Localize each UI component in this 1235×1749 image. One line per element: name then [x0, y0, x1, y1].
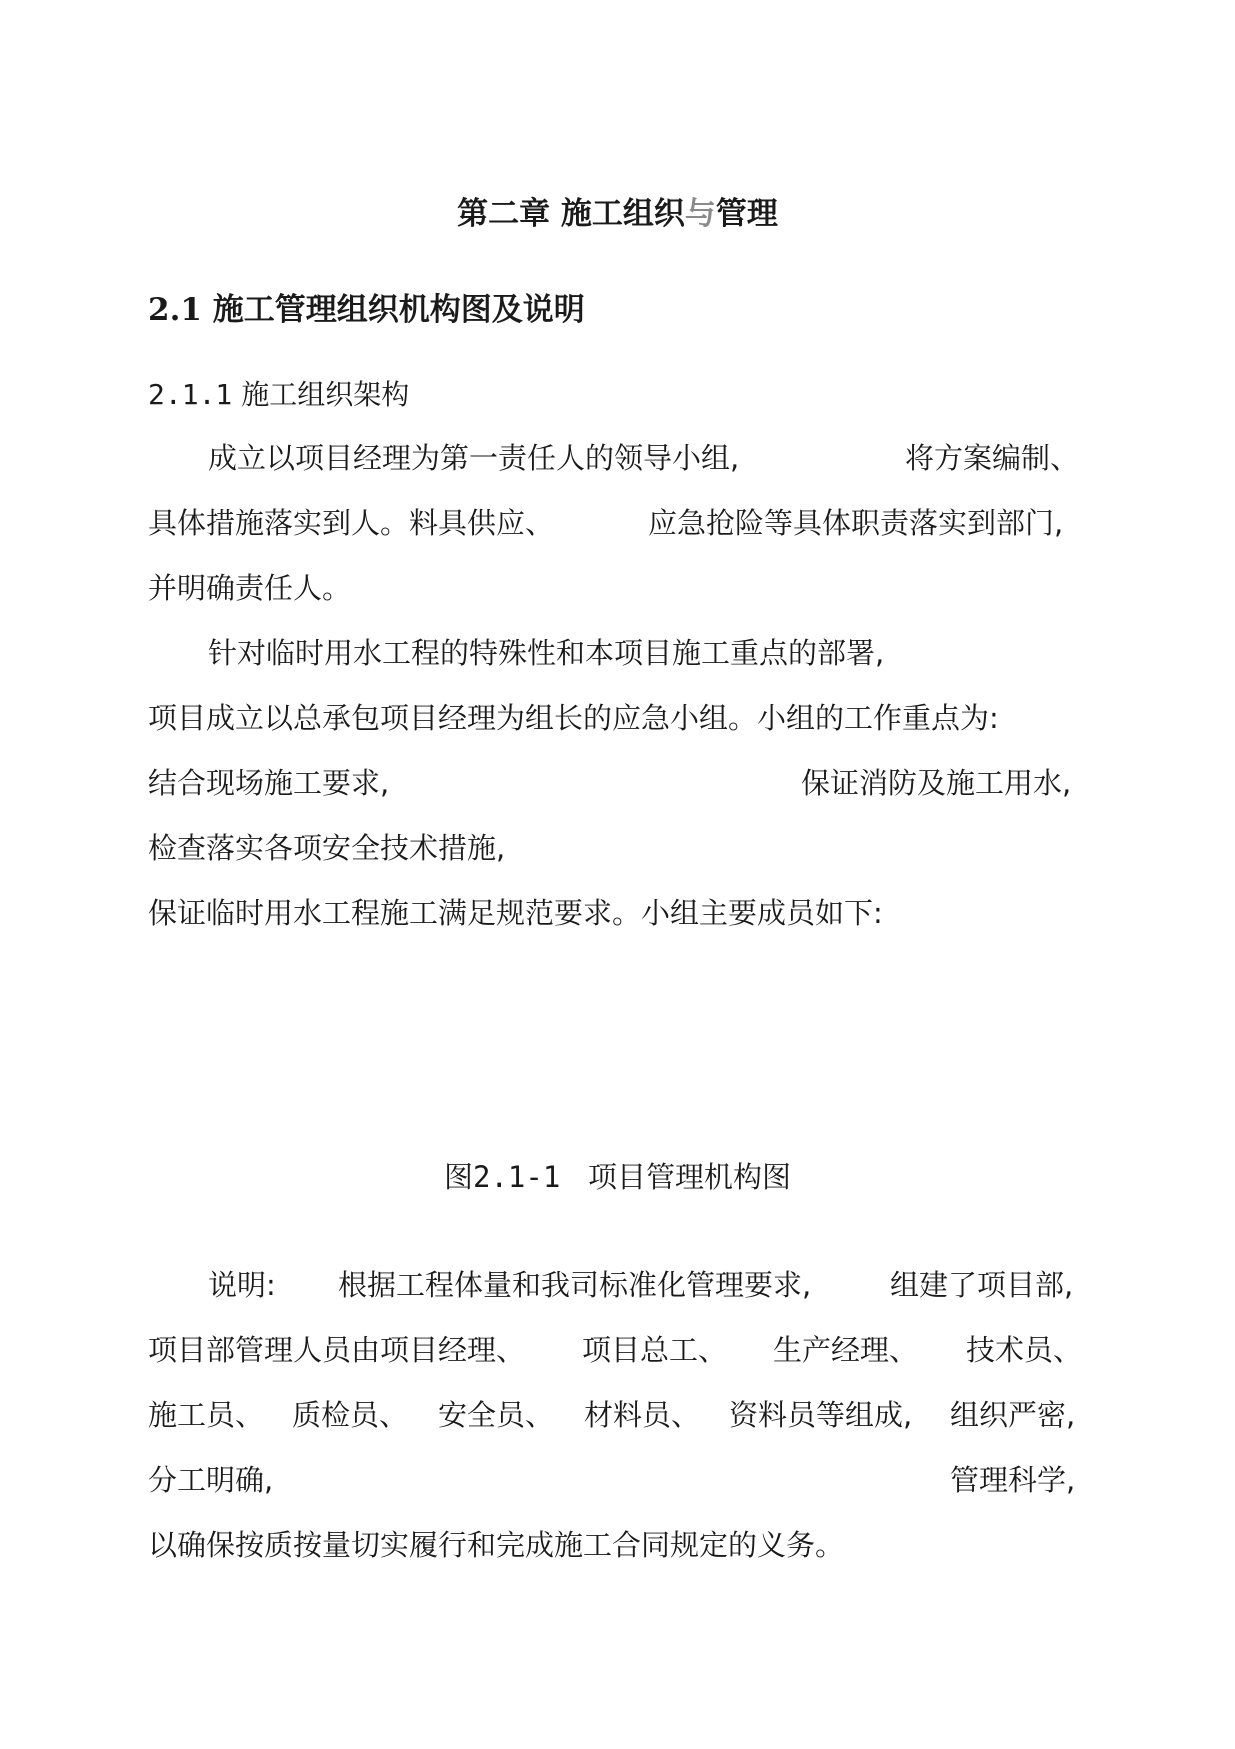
- paragraph-line: [0, 502, 1235, 544]
- paragraph-line: 并明确责任人。: [148, 571, 352, 605]
- chapter-title-highlight: 与: [684, 196, 716, 232]
- paragraph-line: 保证临时用水工程施工满足规范要求。小组主要成员如下:: [148, 896, 883, 930]
- text-segment: 质检员、: [292, 1398, 409, 1432]
- text-segment: 施工员、: [148, 1398, 265, 1432]
- paragraph-line: [0, 1329, 1235, 1371]
- paragraph-line: 检查落实各项安全技术措施,: [148, 831, 506, 865]
- text-segment: 结合现场施工要求,: [148, 766, 390, 800]
- text-segment: 技术员、: [966, 1333, 1083, 1367]
- figure-label: 图2.1-1: [444, 1160, 561, 1194]
- text-segment: 根据工程体量和我司标准化管理要求,: [338, 1268, 812, 1302]
- subsection-title: 施工组织架构: [241, 378, 410, 411]
- text-segment: 成立以项目经理为第一责任人的领导小组,: [208, 441, 740, 475]
- paragraph-line: 项目成立以总承包项目经理为组长的应急小组。小组的工作重点为:: [148, 701, 999, 735]
- section-heading: [148, 288, 585, 332]
- text-segment: 组建了项目部,: [890, 1268, 1074, 1302]
- figure-title: 项目管理机构图: [587, 1160, 791, 1194]
- subsection-heading: [148, 374, 409, 416]
- text-segment: 保证消防及施工用水,: [801, 766, 1072, 800]
- paragraph-line: [0, 437, 1235, 479]
- chapter-title-part: 管理: [715, 196, 778, 232]
- text-segment: 分工明确,: [148, 1463, 274, 1497]
- paragraph-line: 针对临时用水工程的特殊性和本项目施工重点的部署,: [208, 636, 885, 670]
- chapter-title-part: 第二章 施工组织: [457, 196, 685, 232]
- text-segment: 说明:: [208, 1268, 276, 1302]
- paragraph-line: [0, 762, 1235, 804]
- text-segment: 组织严密,: [950, 1398, 1076, 1432]
- subsection-number: 2.1.1: [148, 378, 233, 411]
- chapter-title: [0, 192, 1235, 236]
- paragraph-line: [0, 1459, 1235, 1501]
- paragraph-line: [0, 1264, 1235, 1306]
- text-segment: 安全员、: [438, 1398, 555, 1432]
- text-segment: 材料员、: [584, 1398, 701, 1432]
- text-segment: 管理科学,: [950, 1463, 1076, 1497]
- text-segment: 应急抢险等具体职责落实到部门,: [648, 506, 1064, 540]
- figure-caption: [0, 1156, 1235, 1198]
- paragraph-line: 以确保按质按量切实履行和完成施工合同规定的义务。: [148, 1528, 845, 1562]
- text-segment: 将方案编制、: [905, 441, 1080, 475]
- text-segment: 项目总工、: [582, 1333, 728, 1367]
- paragraph-line: [0, 1394, 1235, 1436]
- text-segment: 资料员等组成,: [729, 1398, 913, 1432]
- section-number: 2.1: [148, 292, 202, 328]
- section-title: 施工管理组织机构图及说明: [212, 292, 585, 328]
- text-segment: 项目部管理人员由项目经理、: [148, 1333, 526, 1367]
- text-segment: 生产经理、: [773, 1333, 919, 1367]
- text-segment: 具体措施落实到人。料具供应、: [148, 506, 555, 540]
